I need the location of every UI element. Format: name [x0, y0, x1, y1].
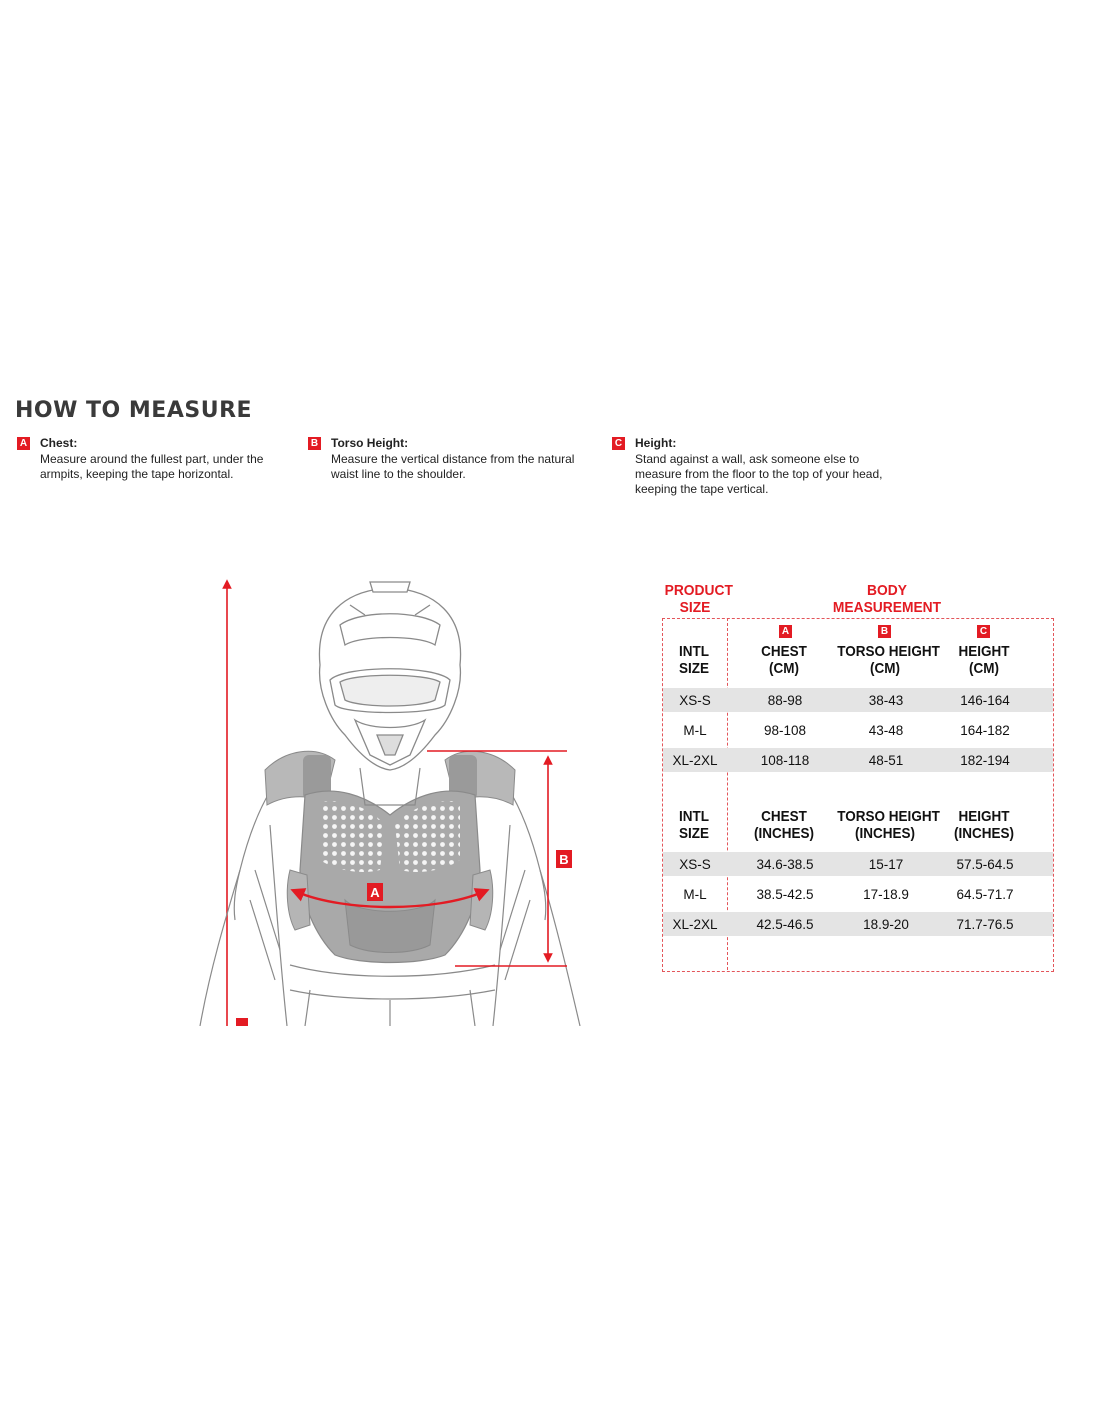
cell-height: 64.5-71.7 — [956, 886, 1014, 902]
column-badge-b: B — [878, 625, 891, 638]
cell-chest: 42.5-46.5 — [756, 916, 814, 932]
column-header-torso-height — [837, 643, 940, 677]
cell-height: 164-182 — [960, 722, 1010, 738]
column-header-line: CHEST — [761, 808, 807, 825]
column-header-line: (INCHES) — [953, 825, 1014, 842]
body-measurement-header — [818, 582, 956, 616]
instruction-text: Measure the vertical distance from the natural waist line to the shoulder. — [331, 452, 575, 481]
neck — [360, 768, 420, 805]
cell-height: 182-194 — [960, 752, 1010, 768]
size-chart-table — [662, 580, 1054, 972]
column-header-line: (CM) — [968, 660, 999, 677]
cell-torso-height: 15-17 — [868, 856, 904, 872]
column-header-line: TORSO HEIGHT — [837, 643, 940, 660]
instruction-torso-height — [308, 436, 578, 482]
table-row — [663, 912, 1053, 936]
column-header-line: INTL — [678, 643, 709, 660]
column-header-height — [939, 643, 1029, 677]
column-header-line: (INCHES) — [854, 825, 915, 842]
column-header-line: TORSO HEIGHT — [837, 808, 940, 825]
cell-intl-size: M-L — [683, 722, 707, 738]
column-header-intl-size — [665, 643, 723, 677]
column-header-line: (CM) — [768, 660, 799, 677]
header-line: SIZE — [679, 599, 711, 616]
cell-chest: 88-98 — [767, 692, 803, 708]
table-row — [663, 688, 1053, 712]
cell-torso-height: 38-43 — [868, 692, 904, 708]
column-header-line: INTL — [678, 808, 709, 825]
cell-intl-size: XL-2XL — [672, 916, 718, 932]
cell-chest: 38.5-42.5 — [756, 886, 814, 902]
cell-intl-size: M-L — [683, 886, 707, 902]
cell-chest: 98-108 — [763, 722, 807, 738]
badge-a: A — [17, 437, 30, 450]
header-line: PRODUCT — [664, 582, 733, 599]
column-header-line: (CM) — [869, 660, 900, 677]
instruction-chest — [17, 436, 267, 482]
cell-height: 146-164 — [960, 692, 1010, 708]
instruction-text: Measure around the fullest part, under the armpits, keeping the tape horizontal. — [40, 452, 264, 481]
column-header-line: SIZE — [678, 660, 710, 677]
cell-torso-height: 43-48 — [868, 722, 904, 738]
cell-torso-height: 18.9-20 — [863, 916, 909, 932]
instruction-label: Torso Height: — [331, 436, 409, 450]
column-badge-c: C — [977, 625, 990, 638]
badge-b: B — [308, 437, 321, 450]
column-header-line: (INCHES) — [753, 825, 814, 842]
helmet — [319, 582, 460, 770]
cell-intl-size: XS-S — [679, 692, 711, 708]
column-header-torso-height — [837, 808, 940, 842]
instruction-height — [612, 436, 902, 497]
marker-a-label: A — [370, 885, 380, 900]
column-header-chest — [737, 643, 831, 677]
column-header-line: SIZE — [678, 825, 710, 842]
cell-height: 57.5-64.5 — [956, 856, 1014, 872]
header-line: BODY — [867, 582, 907, 599]
instruction-label: Chest: — [40, 436, 78, 450]
table-row — [663, 882, 1053, 906]
cell-intl-size: XS-S — [679, 856, 711, 872]
column-header-line: HEIGHT — [958, 808, 1010, 825]
cell-torso-height: 48-51 — [868, 752, 904, 768]
table-row — [663, 718, 1053, 742]
instruction-text: Stand against a wall, ask someone else to measure from the floor to the top of your head, keeping the tape vertical. — [635, 452, 883, 496]
header-line: MEASUREMENT — [832, 599, 942, 616]
chest-protector — [287, 791, 492, 962]
cell-chest: 108-118 — [760, 752, 810, 768]
rider-illustration — [195, 570, 585, 1026]
column-header-line: CHEST — [761, 643, 807, 660]
cell-height: 71.7-76.5 — [956, 916, 1014, 932]
page-title: HOW TO MEASURE — [15, 398, 253, 423]
column-header-line: HEIGHT — [958, 643, 1010, 660]
cell-chest: 34.6-38.5 — [756, 856, 814, 872]
column-header-height — [939, 808, 1029, 842]
marker-c-badge — [236, 1018, 248, 1026]
column-header-chest — [737, 808, 831, 842]
product-size-header — [664, 582, 733, 616]
cell-torso-height: 17-18.9 — [863, 886, 909, 902]
column-header-intl-size — [665, 808, 723, 842]
column-badge-a: A — [779, 625, 792, 638]
marker-b-label: B — [559, 852, 569, 867]
cell-intl-size: XL-2XL — [672, 752, 718, 768]
table-row — [663, 852, 1053, 876]
table-row — [663, 748, 1053, 772]
badge-c: C — [612, 437, 625, 450]
instruction-label: Height: — [635, 436, 677, 450]
